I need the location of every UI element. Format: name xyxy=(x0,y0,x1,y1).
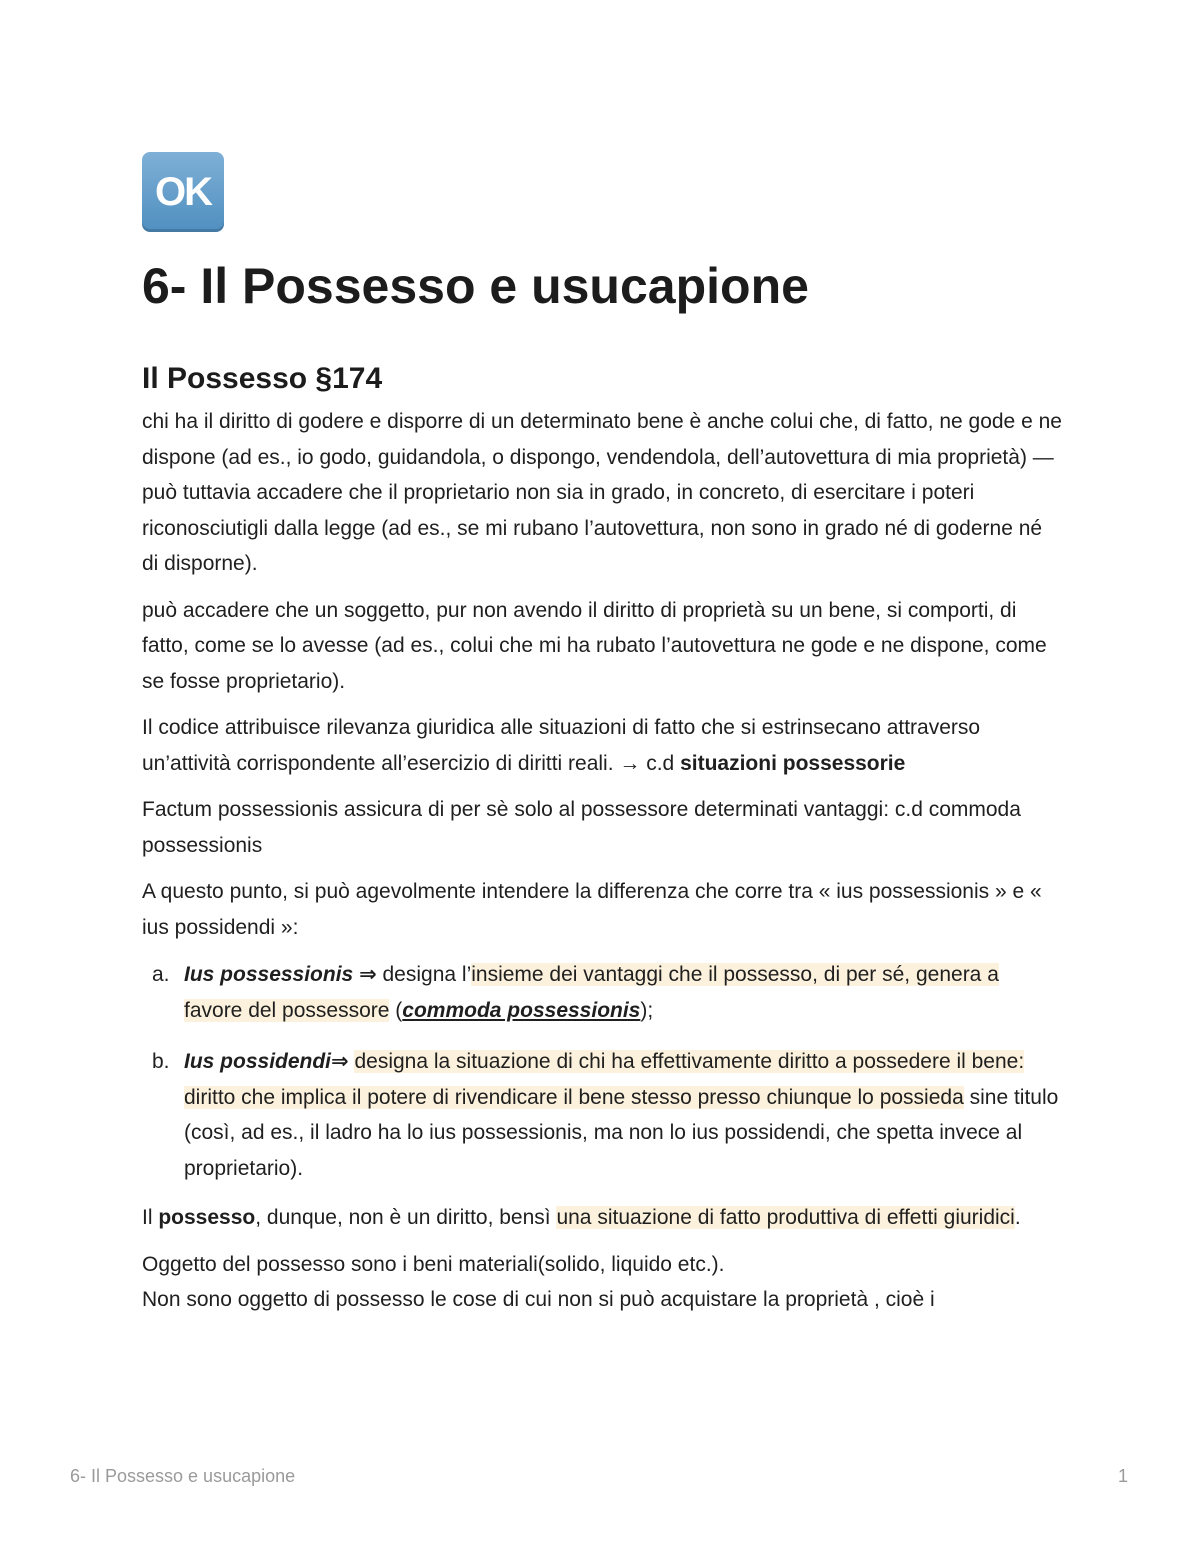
list-text: sine titulo (così, ad es., il ladro ha lo ius possessionis, ma non lo ius possidendi, che spetta invece al proprietario). xyxy=(184,1085,1059,1180)
list-text: designa l’ xyxy=(376,963,472,986)
paragraph-3-text: Il codice attribuisce rilevanza giuridica alle situazioni di fatto che si estrinsecano attraverso un’attività corrispondente all’esercizio di diritti reali. → c.d xyxy=(142,716,981,775)
highlight: designa la situazione di chi ha effettivamente diritto a possedere il bene: diritto che implica il potere di rivendicare il bene stesso presso chiunque lo possieda xyxy=(184,1050,1025,1109)
paragraph-6 xyxy=(142,1200,1062,1236)
list-marker: a. xyxy=(152,963,170,986)
list-text: ( xyxy=(389,998,403,1022)
page-title: 6- Il Possesso e usucapione xyxy=(142,258,809,314)
paragraph-6-pre: Il xyxy=(142,1206,159,1229)
paragraph-7-line-2: Non sono oggetto di possesso le cose di cui non si può acquistare la proprietà , cioè i xyxy=(142,1288,935,1311)
paragraph-7-line-1: Oggetto del possesso sono i beni materiali(solido, liquido etc.). xyxy=(142,1252,725,1276)
ius-list xyxy=(142,957,1062,1186)
list-term: Ius possidendi⇒ xyxy=(184,1050,349,1073)
list-marker: b. xyxy=(152,1050,170,1073)
paragraph-6-post: . xyxy=(1014,1206,1021,1229)
highlight: insieme dei vantaggi che il possesso, di per sé, genera a favore del possessore xyxy=(184,963,999,1022)
paragraph-1: chi ha il diritto di godere e disporre di un determinato bene è anche colui che, di fatto, ne gode e ne dispone (ad es., io godo, guidandola, o dispongo, vendendola, dell’autovettura di mia proprietà) — può tuttavia accadere che il proprietario non sia in grado, in concreto, di esercitare i poteri riconosciutigli dalla legge (ad es., se mi rubano l’autovettura, non sono in grado né di goderne né di disporne). xyxy=(142,410,1062,575)
paragraph-3-bold: situazioni possessorie xyxy=(680,751,906,775)
paragraph-3 xyxy=(142,710,1062,781)
paragraph-4: Factum possessionis assicura di per sè solo al possessore determinati vantaggi: c.d commoda possessionis xyxy=(142,798,1021,857)
paragraph-6-bold: possesso xyxy=(158,1206,256,1229)
list-term-underlined: commoda possessionis xyxy=(402,998,641,1022)
list-text: ); xyxy=(640,998,654,1022)
ok-icon-label: OK xyxy=(155,169,211,214)
list-item xyxy=(152,1044,1062,1186)
list-item xyxy=(152,957,1062,1028)
ok-button-icon xyxy=(142,152,224,232)
paragraph-6-mid: , dunque, non è un diritto, bensì xyxy=(255,1206,557,1229)
section-heading: Il Possesso §174 xyxy=(142,362,383,395)
list-term: Ius possessionis ⇒ xyxy=(184,963,377,986)
footer-title: 6- Il Possesso e usucapione xyxy=(70,1466,296,1486)
highlight: una situazione di fatto produttiva di effetti giuridici xyxy=(556,1206,1015,1229)
paragraph-2: può accadere che un soggetto, pur non avendo il diritto di proprietà su un bene, si comporti, di fatto, come se lo avesse (ad es., colui che mi ha rubato l’autovettura ne gode e ne dispone, come se fosse proprietario). xyxy=(142,598,1047,693)
paragraph-5: A questo punto, si può agevolmente intendere la differenza che corre tra « ius possessionis » e « ius possidendi »: xyxy=(142,880,1042,939)
document-page xyxy=(142,152,1062,1318)
footer-page-number: 1 xyxy=(1118,1466,1129,1486)
